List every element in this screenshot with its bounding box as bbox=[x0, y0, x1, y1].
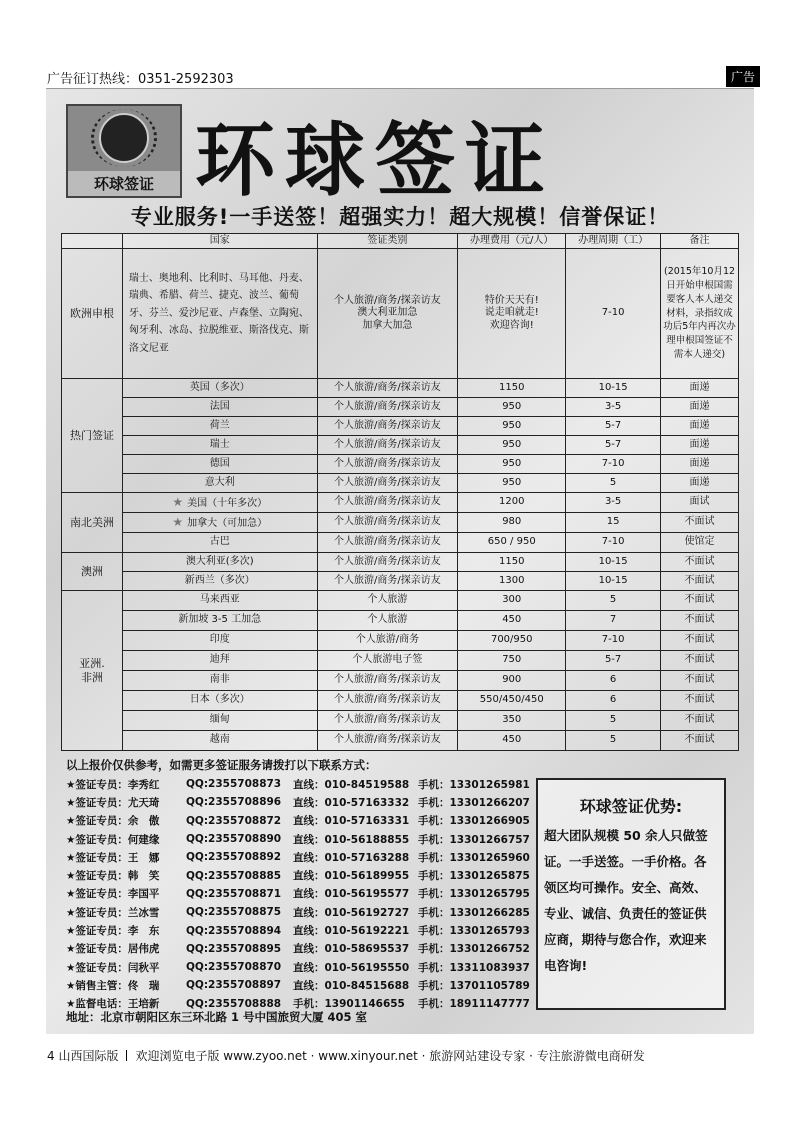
period-cell: 3-5 bbox=[566, 398, 661, 417]
note-cell: 不面试 bbox=[661, 671, 739, 691]
contact-mobile: 手机：13301265795 bbox=[418, 888, 530, 901]
table-row bbox=[62, 553, 739, 572]
table-row bbox=[62, 474, 739, 493]
table-row bbox=[62, 731, 739, 751]
type-cell: 个人旅游/商务/探亲访友 bbox=[317, 572, 458, 591]
fee-cell: 950 bbox=[458, 474, 566, 493]
advantages-body: 超大团队规模 50 余人只做签证。一手送签。一手价格。各领区均可操作。安全、高效、专业、诚信、负责任的签证供应商，期待与您合作，欢迎来电咨询! bbox=[544, 828, 708, 973]
contact-qq: QQ:2355708897 bbox=[186, 979, 282, 992]
type-cell: 个人旅游/商务/探亲访友 bbox=[317, 513, 458, 533]
region-cell: 欧洲申根 bbox=[62, 249, 123, 379]
table-row bbox=[62, 249, 739, 379]
note-cell: 不面试 bbox=[661, 513, 739, 533]
contact-row bbox=[66, 793, 546, 811]
contact-mobile: 手机：13301266285 bbox=[418, 906, 530, 919]
contact-mobile: 手机：13311083937 bbox=[418, 961, 530, 974]
note-cell: 面递 bbox=[661, 379, 739, 398]
contact-qq: QQ:2355708872 bbox=[186, 814, 282, 827]
contact-name: ★签证专员：李秀红 bbox=[66, 778, 160, 791]
period-cell: 5 bbox=[566, 591, 661, 611]
fee-cell: 980 bbox=[458, 513, 566, 533]
country-cell: 新加坡 3-5 工加急 bbox=[122, 611, 317, 631]
region-cell: 澳洲 bbox=[62, 553, 123, 591]
contact-tel: 直线：010-56192727 bbox=[293, 906, 410, 919]
type-cell: 个人旅游/商务/探亲访友 bbox=[317, 436, 458, 455]
contact-name: ★销售主管：佟 瑞 bbox=[66, 979, 160, 992]
table-row bbox=[62, 493, 739, 513]
fee-cell: 650 / 950 bbox=[458, 533, 566, 553]
header-cell: 办理周期（工） bbox=[566, 234, 661, 249]
contact-qq: QQ:2355708895 bbox=[186, 942, 282, 955]
fee-cell: 950 bbox=[458, 436, 566, 455]
country-cell: 荷兰 bbox=[122, 417, 317, 436]
table-row bbox=[62, 651, 739, 671]
fee-cell: 900 bbox=[458, 671, 566, 691]
contact-name: ★签证专员：李国平 bbox=[66, 888, 160, 901]
note-cell: 面递 bbox=[661, 398, 739, 417]
contact-qq: QQ:2355708885 bbox=[186, 869, 282, 882]
type-cell: 个人旅游/商务/探亲访友 bbox=[317, 731, 458, 751]
period-cell: 5 bbox=[566, 731, 661, 751]
contact-name: ★监督电话：王培新 bbox=[66, 998, 160, 1011]
country-cell: 法国 bbox=[122, 398, 317, 417]
period-cell: 7-10 bbox=[566, 455, 661, 474]
globe-icon bbox=[99, 113, 149, 163]
period-cell: 5 bbox=[566, 474, 661, 493]
note-cell: 不面试 bbox=[661, 731, 739, 751]
fee-cell: 450 bbox=[458, 611, 566, 631]
contact-row bbox=[66, 775, 546, 793]
contact-qq: QQ:2355708871 bbox=[186, 887, 282, 900]
contact-row bbox=[66, 976, 546, 994]
table-row bbox=[62, 711, 739, 731]
contact-tel: 直线：010-56195577 bbox=[293, 888, 410, 901]
page-footer bbox=[47, 1047, 645, 1064]
period-cell: 5-7 bbox=[566, 436, 661, 455]
type-cell: 个人旅游/商务/探亲访友 bbox=[317, 455, 458, 474]
period-cell: 7-10 bbox=[566, 631, 661, 651]
note-cell: 面递 bbox=[661, 436, 739, 455]
fee-cell: 300 bbox=[458, 591, 566, 611]
table-row bbox=[62, 379, 739, 398]
contact-mobile: 手机：18911147777 bbox=[418, 998, 530, 1011]
contact-tel: 直线：010-57163332 bbox=[293, 796, 410, 809]
note-cell: 不面试 bbox=[661, 691, 739, 711]
period-cell: 7-10 bbox=[566, 249, 661, 379]
header-cell: 签证类别 bbox=[317, 234, 458, 249]
period-cell: 10-15 bbox=[566, 553, 661, 572]
type-cell: 个人旅游/商务/探亲访友 bbox=[317, 417, 458, 436]
contact-tel: 直线：010-56192221 bbox=[293, 925, 410, 938]
contact-intro: 以上报价仅供参考，如需更多签证服务请拨打以下联系方式： bbox=[66, 758, 377, 772]
period-cell: 5 bbox=[566, 711, 661, 731]
header-cell: 办理费用（元/人） bbox=[458, 234, 566, 249]
country-label: 美国（十年多次） bbox=[187, 497, 268, 509]
region-cell: 南北美洲 bbox=[62, 493, 123, 553]
period-cell: 3-5 bbox=[566, 493, 661, 513]
period-cell: 6 bbox=[566, 691, 661, 711]
period-cell: 10-15 bbox=[566, 379, 661, 398]
contact-row bbox=[66, 866, 546, 884]
star-icon: ★ bbox=[172, 514, 184, 529]
note-cell: 不面试 bbox=[661, 553, 739, 572]
period-cell: 6 bbox=[566, 671, 661, 691]
country-cell: 德国 bbox=[122, 455, 317, 474]
contact-name: ★签证专员：尤天琦 bbox=[66, 796, 160, 809]
fee-cell: 950 bbox=[458, 398, 566, 417]
country-cell: 意大利 bbox=[122, 474, 317, 493]
fee-cell: 550/450/450 bbox=[458, 691, 566, 711]
contact-name: ★签证专员：兰冰雪 bbox=[66, 906, 160, 919]
contact-qq: QQ:2355708896 bbox=[186, 796, 282, 809]
contact-name: ★签证专员：闫秋平 bbox=[66, 961, 160, 974]
contact-tel: 直线：010-56195550 bbox=[293, 961, 410, 974]
header-cell: 备注 bbox=[661, 234, 739, 249]
contact-mobile: 手机：13301265960 bbox=[418, 851, 530, 864]
table-row bbox=[62, 533, 739, 553]
page-number: 4 山西国际版 bbox=[47, 1049, 119, 1063]
table-row bbox=[62, 572, 739, 591]
type-cell: 个人旅游/商务/探亲访友 bbox=[317, 553, 458, 572]
fee-cell: 950 bbox=[458, 417, 566, 436]
country-cell: 缅甸 bbox=[122, 711, 317, 731]
period-cell: 5-7 bbox=[566, 417, 661, 436]
footer-text: 欢迎浏览电子版 www.zyoo.net · www.xinyour.net · 旅游网站建设专家 · 专注旅游微电商研发 bbox=[135, 1049, 645, 1063]
header-cell bbox=[62, 234, 123, 249]
note-cell: 面试 bbox=[661, 493, 739, 513]
note-cell: 使馆定 bbox=[661, 533, 739, 553]
country-cell: 瑞士、奥地利、比利时、马耳他、丹麦、瑞典、希腊、荷兰、捷克、波兰、葡萄牙、芬兰、爱沙尼亚、卢森堡、立陶宛、匈牙利、冰岛、拉脱维亚、斯洛伐克、斯洛文尼亚 bbox=[122, 249, 317, 379]
note-cell: 面递 bbox=[661, 455, 739, 474]
country-cell: 印度 bbox=[122, 631, 317, 651]
fee-cell: 1300 bbox=[458, 572, 566, 591]
header-cell: 国家 bbox=[122, 234, 317, 249]
contact-row bbox=[66, 830, 546, 848]
fee-cell: 700/950 bbox=[458, 631, 566, 651]
type-cell: 个人旅游/商务/探亲访友 bbox=[317, 691, 458, 711]
contact-qq: QQ:2355708888 bbox=[186, 997, 282, 1010]
contact-mobile: 手机：13301266752 bbox=[418, 943, 530, 956]
contact-mobile: 手机：13301265875 bbox=[418, 870, 530, 883]
region-cell: 热门签证 bbox=[62, 379, 123, 493]
contact-tel: 直线：010-84515688 bbox=[293, 979, 410, 992]
fee-cell: 1150 bbox=[458, 553, 566, 572]
note-cell: 不面试 bbox=[661, 611, 739, 631]
contact-mobile: 手机：13301265793 bbox=[418, 925, 530, 938]
divider bbox=[126, 1050, 127, 1061]
contact-qq: QQ:2355708890 bbox=[186, 833, 282, 846]
table-row bbox=[62, 691, 739, 711]
fee-cell: 350 bbox=[458, 711, 566, 731]
contact-name: ★签证专员：李 东 bbox=[66, 925, 160, 938]
contact-list bbox=[66, 775, 546, 1013]
advantages-box bbox=[536, 778, 726, 1010]
contact-mobile: 手机：13301266905 bbox=[418, 815, 530, 828]
contact-qq: QQ:2355708875 bbox=[186, 906, 282, 919]
period-cell: 7-10 bbox=[566, 533, 661, 553]
country-cell: 瑞士 bbox=[122, 436, 317, 455]
contact-name: ★签证专员：王 娜 bbox=[66, 851, 160, 864]
contact-tel: 直线：010-84519588 bbox=[293, 778, 410, 791]
fee-cell: 1200 bbox=[458, 493, 566, 513]
type-cell: 个人旅游电子签 bbox=[317, 651, 458, 671]
table-row bbox=[62, 455, 739, 474]
table-row bbox=[62, 631, 739, 651]
note-cell: 不面试 bbox=[661, 591, 739, 611]
table-row bbox=[62, 417, 739, 436]
type-cell: 个人旅游/商务 bbox=[317, 631, 458, 651]
contact-qq: QQ:2355708892 bbox=[186, 851, 282, 864]
type-cell: 个人旅游/商务/探亲访友 bbox=[317, 533, 458, 553]
table-row bbox=[62, 436, 739, 455]
country-cell: 古巴 bbox=[122, 533, 317, 553]
contact-qq: QQ:2355708894 bbox=[186, 924, 282, 937]
note-cell: 面递 bbox=[661, 474, 739, 493]
contact-name: ★签证专员：余 傲 bbox=[66, 815, 160, 828]
period-cell: 15 bbox=[566, 513, 661, 533]
contact-mobile: 手机：13301266757 bbox=[418, 833, 530, 846]
contact-mobile: 手机：13701105789 bbox=[418, 979, 530, 992]
logo bbox=[66, 104, 182, 198]
type-cell: 个人旅游/商务/探亲访友 bbox=[317, 493, 458, 513]
country-cell: 新西兰（多次） bbox=[122, 572, 317, 591]
country-cell bbox=[122, 513, 317, 533]
contact-name: ★签证专员：韩 笑 bbox=[66, 870, 160, 883]
note-cell: 不面试 bbox=[661, 572, 739, 591]
type-cell: 个人旅游/商务/探亲访友 bbox=[317, 671, 458, 691]
fee-cell: 特价天天有! 说走咱就走! 欢迎咨询! bbox=[458, 249, 566, 379]
contact-qq: QQ:2355708873 bbox=[186, 778, 282, 791]
type-cell: 个人旅游/商务/探亲访友 bbox=[317, 711, 458, 731]
contact-row bbox=[66, 903, 546, 921]
period-cell: 10-15 bbox=[566, 572, 661, 591]
country-cell: 迪拜 bbox=[122, 651, 317, 671]
contact-row bbox=[66, 958, 546, 976]
note-cell: (2015年10月12日开始申根国需要客人本人递交材料，录指纹成功后5年内再次办理申根国签证不需本人递交) bbox=[661, 249, 739, 379]
country-cell: 南非 bbox=[122, 671, 317, 691]
table-row bbox=[62, 611, 739, 631]
ad-tag: 广告 bbox=[726, 66, 760, 87]
contact-tel: 直线：010-57163288 bbox=[293, 851, 410, 864]
type-cell: 个人旅游/商务/探亲访友 bbox=[317, 379, 458, 398]
contact-qq: QQ:2355708870 bbox=[186, 961, 282, 974]
country-cell: 越南 bbox=[122, 731, 317, 751]
type-cell: 个人旅游/商务/探亲访友 澳大利亚加急 加拿大加急 bbox=[317, 249, 458, 379]
advantages-title: 环球签证优势: bbox=[579, 797, 683, 816]
type-cell: 个人旅游 bbox=[317, 591, 458, 611]
country-label: 加拿大（可加急） bbox=[187, 517, 268, 529]
logo-text: 环球签证 bbox=[68, 171, 180, 196]
table-row bbox=[62, 671, 739, 691]
contact-name: ★签证专员：何建缘 bbox=[66, 833, 160, 846]
country-cell: 日本（多次） bbox=[122, 691, 317, 711]
contact-mobile: 手机：13301265981 bbox=[418, 778, 530, 791]
type-cell: 个人旅游/商务/探亲访友 bbox=[317, 398, 458, 417]
address: 地址：北京市朝阳区东三环北路 1 号中国旅贸大厦 405 室 bbox=[66, 1010, 368, 1024]
country-cell: 英国（多次） bbox=[122, 379, 317, 398]
type-cell: 个人旅游/商务/探亲访友 bbox=[317, 474, 458, 493]
contact-row bbox=[66, 885, 546, 903]
fee-cell: 450 bbox=[458, 731, 566, 751]
note-cell: 不面试 bbox=[661, 631, 739, 651]
star-icon: ★ bbox=[172, 494, 184, 509]
note-cell: 不面试 bbox=[661, 711, 739, 731]
contact-mobile: 手机：13301266207 bbox=[418, 796, 530, 809]
region-cell: 亚洲. 非洲 bbox=[62, 591, 123, 751]
contact-tel: 直线：010-56188855 bbox=[293, 833, 410, 846]
fee-cell: 1150 bbox=[458, 379, 566, 398]
contact-row bbox=[66, 848, 546, 866]
period-cell: 5-7 bbox=[566, 651, 661, 671]
contact-tel: 手机：13901146655 bbox=[293, 998, 405, 1011]
contact-tel: 直线：010-56189955 bbox=[293, 870, 410, 883]
contact-row bbox=[66, 921, 546, 939]
contact-name: ★签证专员：居伟虎 bbox=[66, 943, 160, 956]
table-row bbox=[62, 398, 739, 417]
fee-cell: 950 bbox=[458, 455, 566, 474]
slogan: 专业服务!一手送签！超强实力！超大规模！信誉保证！ bbox=[130, 205, 670, 229]
note-cell: 不面试 bbox=[661, 651, 739, 671]
page-title: 环球签证 bbox=[195, 114, 555, 207]
table-row bbox=[62, 591, 739, 611]
contact-row bbox=[66, 812, 546, 830]
visa-price-table bbox=[61, 233, 739, 751]
fee-cell: 750 bbox=[458, 651, 566, 671]
country-cell: 澳大利亚(多次) bbox=[122, 553, 317, 572]
note-cell: 面递 bbox=[661, 417, 739, 436]
country-cell: 马来西亚 bbox=[122, 591, 317, 611]
table-header-row bbox=[62, 234, 739, 249]
table-row bbox=[62, 513, 739, 533]
period-cell: 7 bbox=[566, 611, 661, 631]
contact-tel: 直线：010-58695537 bbox=[293, 943, 410, 956]
type-cell: 个人旅游 bbox=[317, 611, 458, 631]
ad-hotline: 广告征订热线：0351-2592303 bbox=[47, 72, 234, 87]
contact-tel: 直线：010-57163331 bbox=[293, 815, 410, 828]
contact-row bbox=[66, 940, 546, 958]
country-cell bbox=[122, 493, 317, 513]
